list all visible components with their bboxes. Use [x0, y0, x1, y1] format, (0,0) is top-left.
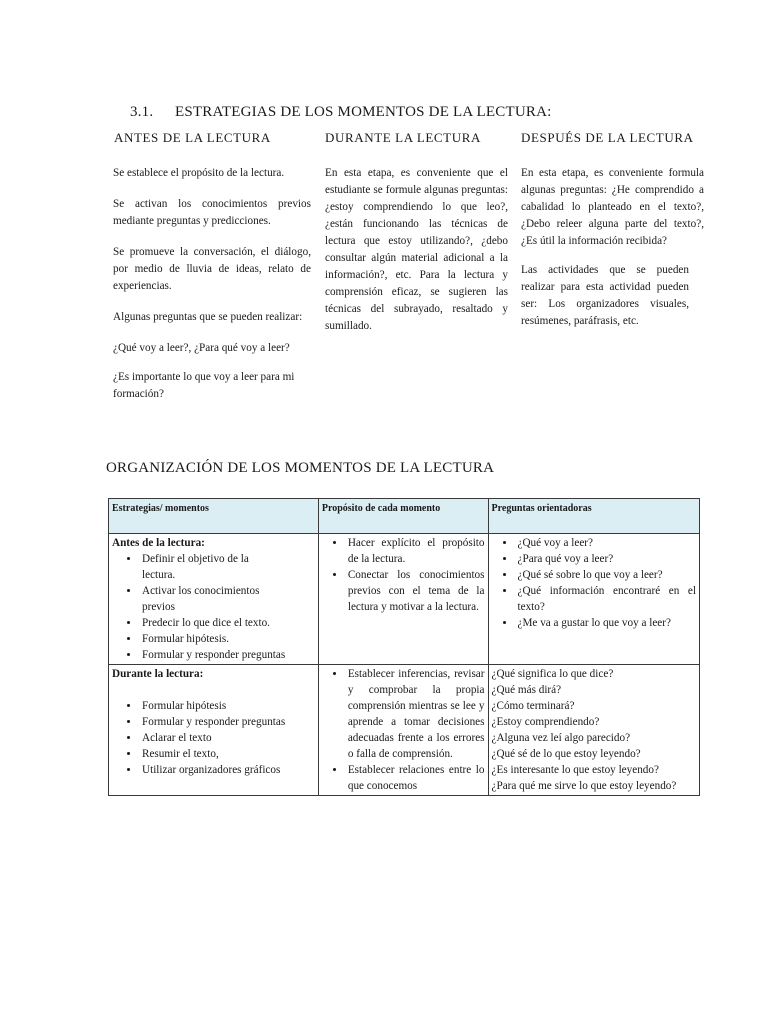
strategy-list: [112, 698, 315, 778]
column-despues: [521, 165, 704, 344]
section-heading-title: ESTRATEGIAS DE LOS MOMENTOS DE LA LECTURA:: [175, 104, 552, 120]
column-header-antes: ANTES DE LA LECTURA: [114, 130, 271, 145]
list-item: • Establecer relaciones entre lo que conocemos: [346, 762, 485, 794]
question-line: ¿Qué más dirá?: [491, 684, 562, 696]
list-item: • Hacer explícito el propósito de la lectura.: [346, 535, 485, 567]
column-antes: [113, 165, 311, 403]
table-row: [109, 665, 700, 796]
list-item: • Activar los conocimientos previos: [140, 583, 282, 615]
paragraph: Se establece el propósito de la lectura.: [113, 167, 285, 179]
question-line: ¿Es interesante lo que estoy leyendo?: [491, 764, 659, 776]
paragraph: Algunas preguntas que se pueden realizar:: [113, 311, 303, 323]
strategy-list: [112, 551, 315, 663]
column-header-durante: DURANTE LA LECTURA: [325, 130, 481, 145]
paragraph: En esta etapa, es conveniente que el estudiante se formule algunas preguntas: ¿estoy comprendiendo lo que leo?, ¿están funcionando las técnicas de lectura que estoy utilizando?, ¿debo consultar algún material adicional a la información?, etc. Para la lectura y comprensión eficaz, se sugieren las técnicas del subrayado, resaltado y sumillado.: [325, 167, 508, 332]
organization-table: [108, 498, 700, 796]
question-line: ¿Alguna vez leí algo parecido?: [491, 732, 631, 744]
table-cell-questions: [488, 534, 699, 665]
table-row: [109, 534, 700, 665]
list-item: • ¿Me va a gustar lo que voy a leer?: [516, 615, 696, 631]
row-title: Durante la lectura:: [112, 668, 204, 680]
question-line: ¿Qué significa lo que dice?: [491, 668, 614, 680]
list-item: • Predecir lo que dice el texto.: [140, 615, 315, 631]
list-item: • Aclarar el texto: [140, 730, 315, 746]
list-item: • Definir el objetivo de la lectura.: [140, 551, 272, 583]
table-cell-strategies: [109, 665, 319, 796]
column-header-despues: DESPUÉS DE LA LECTURA: [521, 130, 694, 145]
list-item: • ¿Qué voy a leer?: [516, 535, 696, 551]
table-cell-purpose: [318, 665, 488, 796]
question-line: ¿Para qué me sirve lo que estoy leyendo?: [491, 780, 677, 792]
table-cell-questions: [488, 665, 699, 796]
row-title: Antes de la lectura:: [112, 537, 205, 549]
list-item: • Formular hipótesis.: [140, 631, 315, 647]
table-cell-purpose: [318, 534, 488, 665]
question-line: ¿Cómo terminará?: [491, 700, 575, 712]
list-item: • Utilizar organizadores gráficos: [140, 762, 315, 778]
question-line: ¿Qué sé de lo que estoy leyendo?: [491, 748, 641, 760]
paragraph: Las actividades que se pueden realizar para esta actividad pueden ser: Los organizadores visuales, resúmenes, paráfrasis, etc.: [521, 264, 689, 327]
list-item: • Formular hipótesis: [140, 698, 315, 714]
column-durante: [325, 165, 508, 349]
question-list: [492, 535, 696, 631]
list-item: • Formular y responder preguntas: [140, 647, 315, 663]
list-item: • ¿Qué sé sobre lo que voy a leer?: [516, 567, 696, 583]
list-item: • Conectar los conocimientos previos con el tema de la lectura y motivar a la lectura.: [346, 567, 485, 615]
paragraph: ¿Es importante lo que voy a leer para mi formación?: [113, 371, 295, 400]
purpose-list: [322, 666, 485, 794]
paragraph: Se promueve la conversación, el diálogo, por medio de lluvia de ideas, relato de experiencias.: [113, 246, 311, 292]
list-item: • ¿Qué información encontraré en el texto?: [516, 583, 696, 615]
section-heading: [130, 104, 551, 121]
list-item: • ¿Para qué voy a leer?: [516, 551, 696, 567]
paragraph: ¿Qué voy a leer?, ¿Para qué voy a leer?: [113, 342, 290, 354]
list-item: • Establecer inferencias, revisar y comprobar la propia comprensión mientras se lee y aprende a tomar decisiones adecuadas frente a los errores o falla de comprensión.: [346, 666, 485, 762]
table-cell-strategies: [109, 534, 319, 665]
question-line: ¿Estoy comprendiendo?: [491, 716, 600, 728]
table-header: Preguntas orientadoras: [488, 499, 699, 534]
table-header-row: [109, 499, 700, 534]
list-item: • Resumir el texto,: [140, 746, 315, 762]
list-item: • Formular y responder preguntas: [140, 714, 315, 730]
section-number: 3.1.: [130, 104, 154, 120]
table-header: Propósito de cada momento: [318, 499, 488, 534]
paragraph: En esta etapa, es conveniente formula algunas preguntas: ¿He comprendido a cabalidad lo planteado en el texto?, ¿Debo releer alguna parte del texto?, ¿Es útil la información recibida?: [521, 167, 704, 247]
purpose-list: [322, 535, 485, 615]
table-header: Estrategias/ momentos: [109, 499, 319, 534]
paragraph: Se activan los conocimientos previos mediante preguntas y predicciones.: [113, 198, 311, 227]
table-section-title: ORGANIZACIÓN DE LOS MOMENTOS DE LA LECTURA: [106, 460, 495, 476]
